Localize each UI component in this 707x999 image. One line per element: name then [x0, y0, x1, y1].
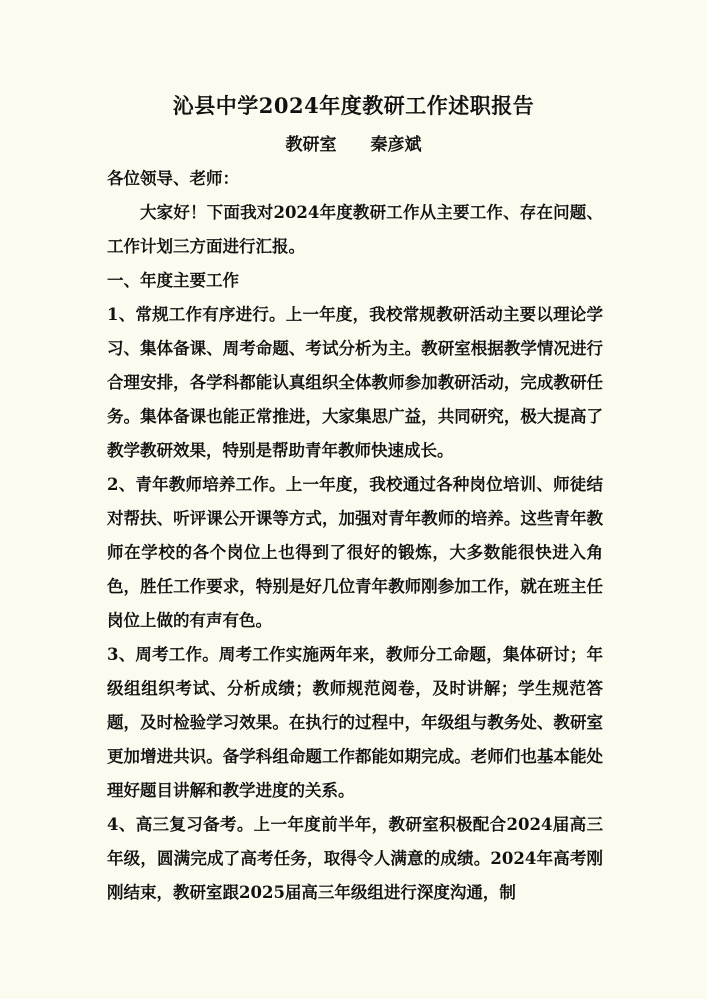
author-name: 秦彦斌 — [370, 135, 422, 155]
salutation: 各位领导、老师： — [107, 169, 239, 188]
intro-paragraph: 大家好！下面我对2024年度教研工作从主要工作、存在问题、工作计划三方面进行汇报。 — [107, 203, 603, 256]
list-item: 3、周考工作。周考工作实施两年来，教师分工命题，集体研讨；年级组组织考试、分析成绩；教师规范阅卷，及时讲解；学生规范答题，及时检验学习效果。在执行的过程中，年级组与教务处、教研室更加增进共识。备学科组命题工作都能如期完成。老师们也基本能处理好题目讲解和教学进度的关系。 — [107, 645, 603, 800]
list-item: 4、高三复习备考。上一年度前半年，教研室积极配合2024届高三年级，圆满完成了高考任务，取得令人满意的成绩。2024年高考刚刚结束，教研室跟2025届高三年级组进行深度沟通，制 — [107, 815, 603, 902]
document-body — [107, 162, 603, 910]
list-item: 1、常规工作有序进行。上一年度，我校常规教研活动主要以理论学习、集体备课、周考命题、考试分析为主。教研室根据教学情况进行合理安排，各学科都能认真组织全体教师参加教研活动，完成教研任务。集体备课也能正常推进，大家集思广益，共同研究，极大提高了教学教研效果，特别是帮助青年教师快速成长。 — [107, 305, 603, 460]
department-label: 教研室 — [285, 135, 337, 155]
document-title: 沁县中学2024年度教研工作述职报告 — [172, 93, 535, 118]
list-item: 2、青年教师培养工作。上一年度，我校通过各种岗位培训、师徒结对帮扶、听评课公开课等方式，加强对青年教师的培养。这些青年教师在学校的各个岗位上也得到了很好的锻炼，大多数能很快进入角色，胜任工作要求，特别是好几位青年教师刚参加工作，就在班主任岗位上做的有声有色。 — [107, 475, 603, 630]
author-line — [0, 130, 707, 155]
section-heading: 一、年度主要工作 — [107, 271, 239, 290]
